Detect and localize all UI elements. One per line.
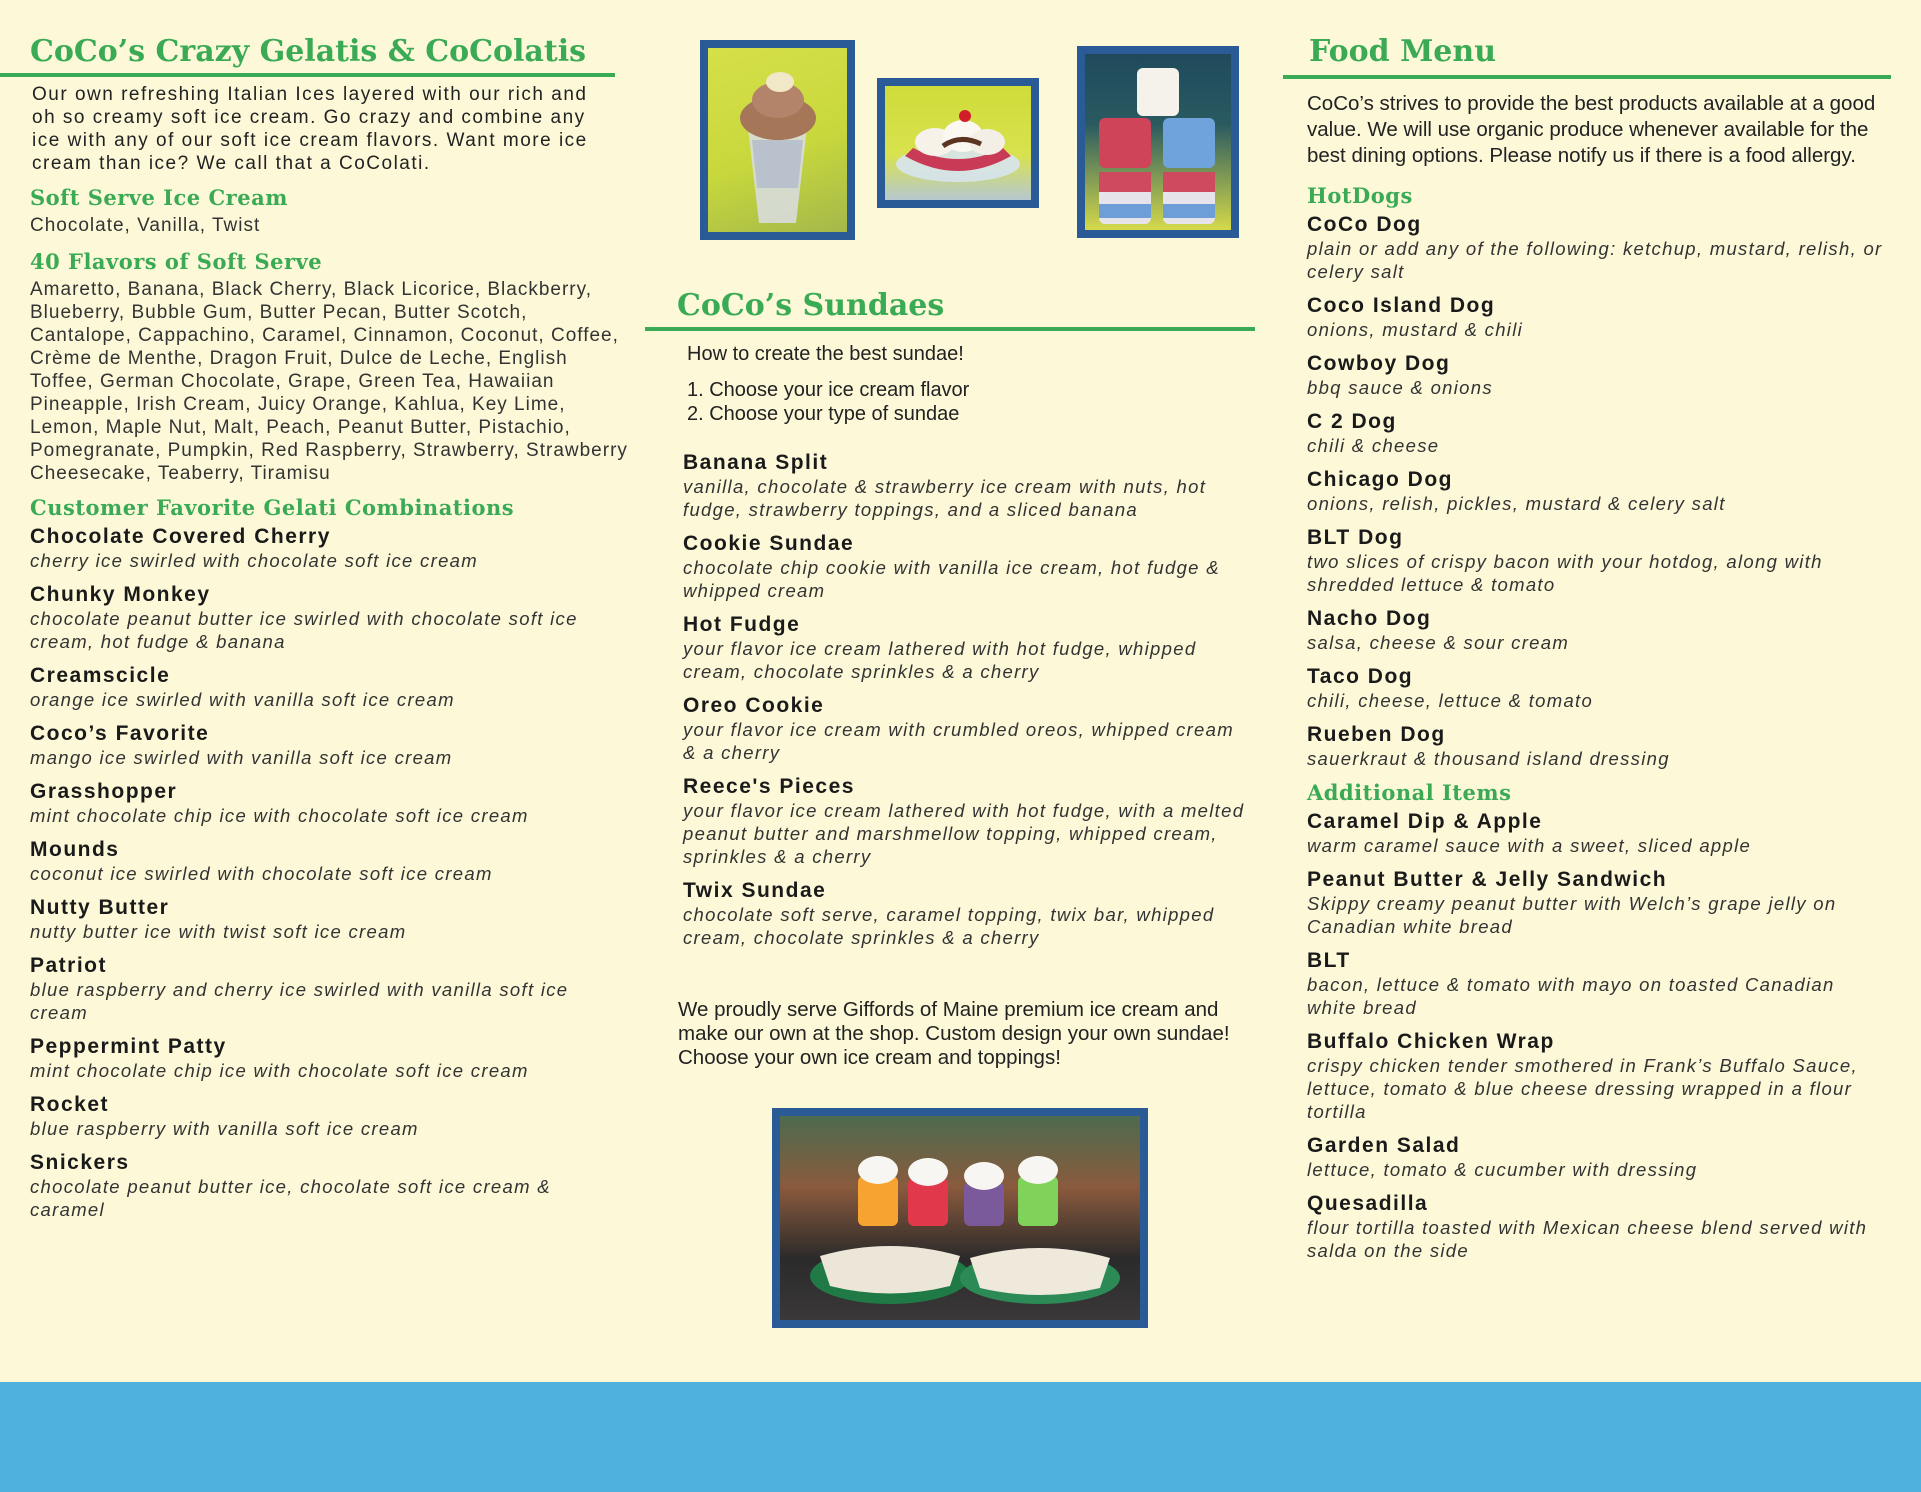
menu-item-name: Reece's Pieces <box>683 775 855 798</box>
menu-item-description: your flavor ice cream lathered with hot fudge, whipped cream, chocolate sprinkles & a cherry <box>683 638 1197 682</box>
menu-item <box>1307 1191 1887 1262</box>
hotdogs-list <box>1307 212 1887 770</box>
menu-item <box>683 774 1253 868</box>
menu-item-description: coconut ice swirled with chocolate soft ice cream <box>30 863 493 884</box>
menu-item <box>1307 664 1887 712</box>
menu-item-description: bbq sauce & onions <box>1307 377 1493 398</box>
menu-item-name: Rueben Dog <box>1307 723 1446 746</box>
menu-item-name: Nutty Butter <box>30 896 170 919</box>
menu-item-description: orange ice swirled with vanilla soft ice cream <box>30 689 455 710</box>
menu-item-description: flour tortilla toasted with Mexican cheese blend served with salda on the side <box>1307 1217 1868 1261</box>
gelatis-column <box>0 0 630 1231</box>
menu-item-description: chocolate soft serve, caramel topping, twix bar, whipped cream, chocolate sprinkles & a cherry <box>683 904 1215 948</box>
menu-item-description: lettuce, tomato & cucumber with dressing <box>1307 1159 1698 1180</box>
menu-item-name: Patriot <box>30 954 108 977</box>
menu-item-description: salsa, cheese & sour cream <box>1307 632 1570 653</box>
combos-heading: Customer Favorite Gelati Combinations <box>30 495 515 520</box>
menu-item-description: two slices of crispy bacon with your hotdog, along with shredded lettuce & tomato <box>1307 551 1823 595</box>
hotdogs-heading: HotDogs <box>1307 183 1413 208</box>
menu-item-name: Caramel Dip & Apple <box>1307 810 1543 833</box>
menu-item-name: Oreo Cookie <box>683 694 825 717</box>
menu-item-description: mango ice swirled with vanilla soft ice cream <box>30 747 453 768</box>
additional-items-heading: Additional Items <box>1307 780 1512 805</box>
menu-item <box>1307 948 1887 1019</box>
menu-item-name: Peanut Butter & Jelly Sandwich <box>1307 868 1668 891</box>
menu-item-name: Garden Salad <box>1307 1134 1461 1157</box>
ice-cups-photo <box>1077 46 1239 238</box>
gelato-cup-photo <box>700 40 855 240</box>
food-menu-column <box>1283 0 1903 1272</box>
menu-item <box>30 779 630 827</box>
additional-items-list <box>1307 809 1887 1262</box>
menu-item-description: sauerkraut & thousand island dressing <box>1307 748 1670 769</box>
menu-item-name: Creamscicle <box>30 664 171 687</box>
menu-item <box>1307 1029 1887 1123</box>
menu-item <box>1307 809 1887 857</box>
menu-item-description: Skippy creamy peanut butter with Welch’s grape jelly on Canadian white bread <box>1307 893 1837 937</box>
menu-item-name: Chunky Monkey <box>30 583 211 606</box>
sundae-step-1: 1. Choose your ice cream flavor <box>687 379 970 401</box>
menu-item-name: Coco’s Favorite <box>30 722 210 745</box>
menu-item <box>30 582 630 653</box>
menu-item <box>30 524 630 572</box>
soft-serve-heading: Soft Serve Ice Cream <box>30 185 288 210</box>
menu-item <box>683 531 1253 602</box>
menu-item <box>30 1034 630 1082</box>
menu-item-name: Grasshopper <box>30 780 178 803</box>
menu-item-description: blue raspberry and cherry ice swirled with vanilla soft ice cream <box>30 979 569 1023</box>
sundaes-title: CoCo’s Sundaes <box>677 288 945 323</box>
menu-item-description: mint chocolate chip ice with chocolate soft ice cream <box>30 1060 529 1081</box>
menu-item-name: BLT Dog <box>1307 526 1404 549</box>
menu-item <box>30 1092 630 1140</box>
menu-item <box>683 693 1253 764</box>
menu-item-description: your flavor ice cream with crumbled oreos, whipped cream & a cherry <box>683 719 1234 763</box>
menu-item-description: chocolate chip cookie with vanilla ice cream, hot fudge & whipped cream <box>683 557 1220 601</box>
menu-item-description: crispy chicken tender smothered in Frank’s Buffalo Sauce, lettuce, tomato & blue cheese dressing wrapped in a flour tortilla <box>1307 1055 1858 1122</box>
menu-item <box>1307 525 1887 596</box>
sundae-how-to: How to create the best sundae! <box>687 343 964 365</box>
menu-item-name: Taco Dog <box>1307 665 1414 688</box>
menu-item-description: chocolate peanut butter ice swirled with chocolate soft ice cream, hot fudge & banana <box>30 608 578 652</box>
menu-item <box>1307 212 1887 283</box>
menu-item <box>1307 467 1887 515</box>
menu-item-name: Buffalo Chicken Wrap <box>1307 1030 1555 1053</box>
menu-item-description: chocolate peanut butter ice, chocolate soft ice cream & caramel <box>30 1176 551 1220</box>
menu-item <box>1307 867 1887 938</box>
menu-item-name: Rocket <box>30 1093 110 1116</box>
menu-item-description: bacon, lettuce & tomato with mayo on toasted Canadian white bread <box>1307 974 1835 1018</box>
menu-item <box>1307 1133 1887 1181</box>
menu-item <box>1307 351 1887 399</box>
menu-item <box>683 450 1253 521</box>
menu-item-name: BLT <box>1307 949 1351 972</box>
gelati-basket-photo <box>772 1108 1148 1328</box>
footer-band <box>0 1382 1921 1492</box>
sundae-step-2: 2. Choose your type of sundae <box>687 403 960 425</box>
menu-item-name: Coco Island Dog <box>1307 294 1496 317</box>
menu-item-name: Cookie Sundae <box>683 532 855 555</box>
menu-item <box>30 721 630 769</box>
menu-item-description: onions, mustard & chili <box>1307 319 1524 340</box>
menu-item-name: Banana Split <box>683 451 829 474</box>
menu-item <box>1307 722 1887 770</box>
menu-item-name: Snickers <box>30 1151 130 1174</box>
menu-item <box>30 953 630 1024</box>
menu-item <box>30 837 630 885</box>
menu-item <box>30 895 630 943</box>
menu-item-description: your flavor ice cream lathered with hot fudge, with a melted peanut butter and marshmellow topping, whipped cream, sprinkles & a cherry <box>683 800 1245 867</box>
sundae-closing: We proudly serve Giffords of Maine premium ice cream and make our own at the shop. Custom design your own sundae! Choose your own ice cream and toppings! <box>678 998 1230 1069</box>
soft-serve-text: Chocolate, Vanilla, Twist <box>30 215 261 236</box>
menu-item-description: mint chocolate chip ice with chocolate soft ice cream <box>30 805 529 826</box>
menu-item-description: blue raspberry with vanilla soft ice cream <box>30 1118 419 1139</box>
menu-item <box>683 878 1253 949</box>
combos-list <box>30 524 630 1221</box>
sundaes-list <box>683 450 1253 959</box>
menu-item <box>683 612 1253 683</box>
banana-split-photo <box>877 78 1039 208</box>
menu-item <box>1307 293 1887 341</box>
sundaes-title-rule <box>645 327 1255 331</box>
menu-item <box>1307 409 1887 457</box>
menu-item-description: chili, cheese, lettuce & tomato <box>1307 690 1594 711</box>
menu-item <box>30 663 630 711</box>
gelatis-title: CoCo’s Crazy Gelatis & CoColatis <box>30 34 586 69</box>
gelatis-intro: Our own refreshing Italian Ices layered with our rich and oh so creamy soft ice cream. Go crazy and combine any ice with any of our soft ice cream flavors. Want more ice cream than ice? We call that a CoColati. <box>32 84 588 174</box>
menu-item-description: cherry ice swirled with chocolate soft ice cream <box>30 550 478 571</box>
menu-item-name: Mounds <box>30 838 120 861</box>
menu-item-name: Quesadilla <box>1307 1192 1429 1215</box>
menu-item-name: Nacho Dog <box>1307 607 1432 630</box>
flavors-heading: 40 Flavors of Soft Serve <box>30 249 323 274</box>
menu-item-name: Hot Fudge <box>683 613 801 636</box>
food-menu-intro: CoCo’s strives to provide the best products available at a good value. We will use organic produce whenever available for the best dining options. Please notify us if there is a food allergy. <box>1307 92 1876 167</box>
menu-item <box>30 1150 630 1221</box>
menu-item-name: Twix Sundae <box>683 879 827 902</box>
menu-item-description: onions, relish, pickles, mustard & celery salt <box>1307 493 1726 514</box>
menu-item-name: CoCo Dog <box>1307 213 1422 236</box>
menu-item-description: chili & cheese <box>1307 435 1440 456</box>
flavors-text: Amaretto, Banana, Black Cherry, Black Licorice, Blackberry, Blueberry, Bubble Gum, Butter Pecan, Butter Scotch, Cantalope, Cappachino, Caramel, Cinnamon, Coconut, Coffee, Crème de Menthe, Dragon Fruit, Dulce de Leche, English Toffee, German Chocolate, Grape, Green Tea, Hawaiian Pineapple, Irish Cream, Juicy Orange, Kahlua, Key Lime, Lemon, Maple Nut, Malt, Peach, Peanut Butter, Pistachio, Pomegranate, Pumpkin, Red Raspberry, Strawberry, Strawberry Cheesecake, Teaberry, Tiramisu <box>30 279 628 484</box>
menu-item-description: warm caramel sauce with a sweet, sliced apple <box>1307 835 1752 856</box>
menu-item-name: Peppermint Patty <box>30 1035 227 1058</box>
menu-item-name: Chicago Dog <box>1307 468 1453 491</box>
menu-item-name: C 2 Dog <box>1307 410 1397 433</box>
menu-item-description: nutty butter ice with twist soft ice cream <box>30 921 407 942</box>
menu-item-description: vanilla, chocolate & strawberry ice cream with nuts, hot fudge, strawberry toppings, and a sliced banana <box>683 476 1207 520</box>
menu-item-description: plain or add any of the following: ketchup, mustard, relish, or celery salt <box>1307 238 1883 282</box>
menu-item-name: Cowboy Dog <box>1307 352 1451 375</box>
food-menu-title: Food Menu <box>1309 34 1497 69</box>
menu-item-name: Chocolate Covered Cherry <box>30 525 331 548</box>
menu-item <box>1307 606 1887 654</box>
